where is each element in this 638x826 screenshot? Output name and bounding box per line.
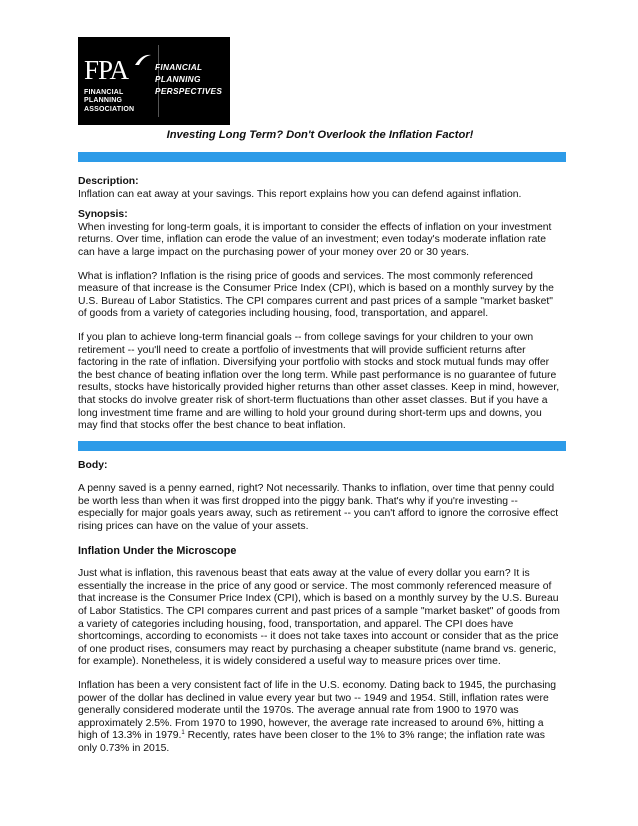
synopsis-label: Synopsis: [78,209,128,221]
logo-tagline: FINANCIAL PLANNING PERSPECTIVES [155,62,223,96]
blue-rule-top [78,152,566,162]
logo-mark: FPA [84,55,129,85]
section-paragraph [78,680,564,756]
section-paragraph-text: Inflation has been a very consistent fact of life in the U.S. economy. Dating back to 1945, the purchasing power of the dollar has declined in value every year but two -- 1949 and 1954. Still, inflation rates were generally considered moderate until the 1970s. The average annual rate from 1900 to 1970 was approximately 2.5%. From 1970 to 1990, however, the average rate increased to around 6%, hitting a high of 13.3% in 1979. [78,680,557,742]
section-paragraph-text: Recently, rates have been closer to the 1% to 3% range; the inflation rate was only 0.73% in 2015. [78,730,545,754]
description-label: Description: [78,176,139,187]
section-paragraph: Just what is inflation, this ravenous beast that eats away at the value of every dollar you earn? It is essentially the increase in the price of any good or service. The most commonly referenced measure of that increase is the Consumer Price Index (CPI), which is based on a monthly survey by the U.S. Bureau of Labor Statistics. The CPI compares current and past prices of a sample "market basket" of goods from a variety of categories including housing, food, transportation, and apparel. The CPI does have shortcomings, according to economists -- it does not take taxes into account or consider that as the price of one product rises, consumers may react by purchasing a cheaper substitute (name brand vs. generic, for example). Nonetheless, it is widely considered a useful way to measure prices over time. [78,568,560,668]
body-intro: A penny saved is a penny earned, right? Not necessarily. Thanks to inflation, over time that penny could be worth less than when it was first dropped into the piggy bank. That's why if you're investing -- especially for major goals years away, such as retirement -- you can't afford to ignore the corrosive effect rising prices can have on the value of your assets. [78,483,559,533]
section-heading: Inflation Under the Microscope [78,544,237,557]
synopsis-paragraph: If you plan to achieve long-term financial goals -- from college savings for your children to your own retirement -- you'll need to create a portfolio of investments that will provide sufficient returns after factoring in the rate of inflation. Diversifying your portfolio with stocks and stock mutual funds may offer the best chance of beating inflation over the long term. While past performance is no guarantee of future results, stocks have historically provided higher returns than other asset classes. Keep in mind, however, that stocks do involve greater risk of short-term fluctuations than other asset classes. But if you have a long investment time frame and are willing to hold your ground during short-term ups and downs, you may find that stocks offer the best chance to beat inflation. [78,331,560,432]
fpa-logo [78,37,230,125]
logo-swoosh-icon [134,53,152,67]
logo-org-name: FINANCIAL PLANNING ASSOCIATION [84,89,135,113]
document-content [78,176,564,756]
document-title: Investing Long Term? Don't Overlook the Inflation Factor! [166,129,474,141]
footnote-marker: 1 [181,730,185,737]
synopsis-paragraph: What is inflation? Inflation is the rising price of goods and services. The most commonly referenced measure of that increase is the Consumer Price Index (CPI), which is based on a monthly survey by the U.S. Bureau of Labor Statistics. The CPI compares current and past prices of a sample "market basket" of goods from a variety of categories including housing, food, transportation, and apparel. [78,270,554,320]
description-text: Inflation can eat away at your savings. This report explains how you can defend against inflation. [78,188,522,200]
synopsis-paragraph: When investing for long-term goals, it is important to consider the effects of inflation on your investment returns. Over time, inflation can erode the value of an investment; even today's moderate inflation rate can have a large impact on the purchasing power of your money over 20 or 30 years. [78,221,552,258]
body-label: Body: [78,459,108,471]
